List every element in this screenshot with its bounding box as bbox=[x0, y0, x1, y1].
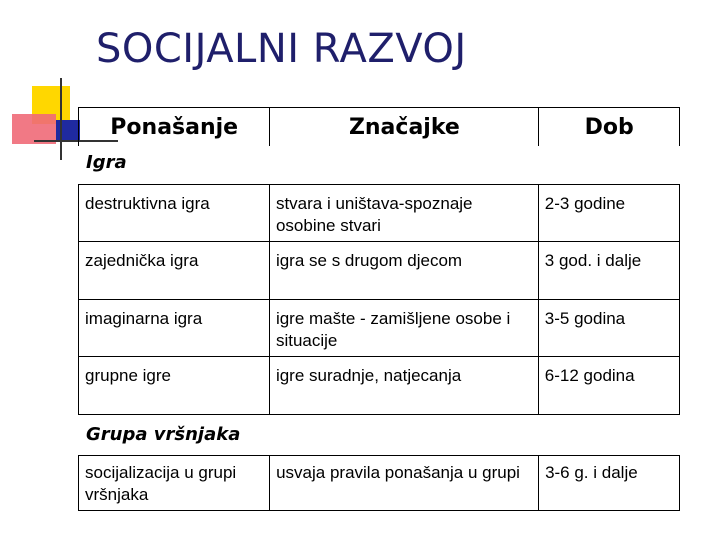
table-cell: stvara i uništava-spoznaje osobine stvari bbox=[269, 185, 538, 242]
table-row bbox=[79, 185, 680, 242]
table-row bbox=[79, 456, 680, 511]
header-row bbox=[79, 108, 680, 147]
table-cell: usvaja pravila ponašanja u grupi bbox=[270, 456, 539, 511]
table-cell: imaginarna igra bbox=[79, 300, 270, 357]
table-row bbox=[79, 357, 680, 415]
table-cell: 3-6 g. i dalje bbox=[539, 456, 680, 511]
table-row bbox=[79, 300, 680, 357]
section-label-igra: Igra bbox=[86, 152, 127, 173]
table-cell: igre mašte - zamišljene osobe i situacije bbox=[269, 300, 538, 357]
table-cell: igre suradnje, natjecanja bbox=[269, 357, 538, 415]
header-ponasanje: Ponašanje bbox=[79, 108, 270, 147]
table-cell: 3 god. i dalje bbox=[538, 242, 679, 300]
igra-table bbox=[78, 184, 680, 415]
header-znacajke: Značajke bbox=[270, 108, 539, 147]
table-cell: 3-5 godina bbox=[538, 300, 679, 357]
table-cell: socijalizacija u grupi vršnjaka bbox=[79, 456, 270, 511]
table-cell: destruktivna igra bbox=[79, 185, 270, 242]
header-table bbox=[78, 107, 680, 146]
table-cell: zajednička igra bbox=[79, 242, 270, 300]
decorative-vertical-line bbox=[60, 78, 62, 160]
table-cell: igra se s drugom djecom bbox=[269, 242, 538, 300]
section-label-grupa-vrsnjaka: Grupa vršnjaka bbox=[86, 424, 241, 445]
table-cell: 2-3 godine bbox=[538, 185, 679, 242]
table-cell: 6-12 godina bbox=[538, 357, 679, 415]
table-row bbox=[79, 242, 680, 300]
header-dob: Dob bbox=[539, 108, 680, 147]
slide-title: SOCIJALNI RAZVOJ bbox=[96, 26, 467, 72]
table-cell: grupne igre bbox=[79, 357, 270, 415]
grupa-vrsnjaka-table bbox=[78, 455, 680, 511]
